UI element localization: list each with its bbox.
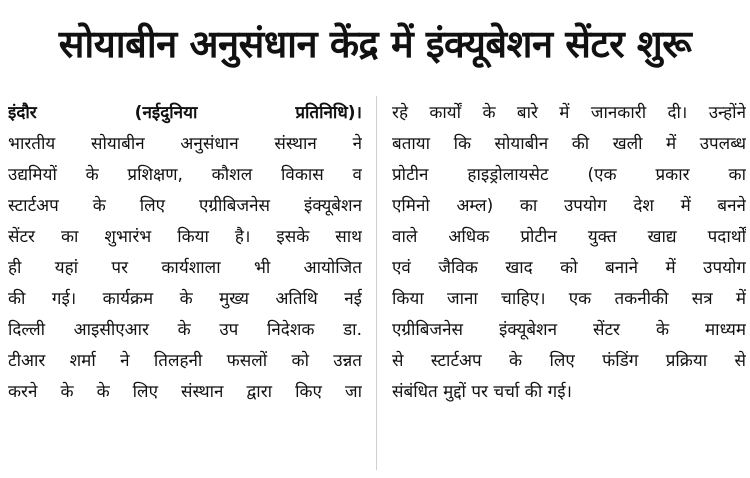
article-column-right xyxy=(392,98,746,470)
body-line: दिल्ली आइसीएआर के उप निदेशक डा. xyxy=(8,320,362,340)
body-line: संबंधित मुद्दों पर चर्चा की गई। xyxy=(392,382,572,402)
body-line: वाले अधिक प्रोटीन युक्त खाद्य पदार्थों xyxy=(392,227,746,247)
body-line: से स्टार्टअप के लिए फंडिंग प्रक्रिया से xyxy=(392,351,746,371)
body-line: ही यहां पर कार्यशाला भी आयोजित xyxy=(8,258,362,278)
body-line: उद्यमियों के प्रशिक्षण, कौशल विकास व xyxy=(8,165,362,185)
article-column-left xyxy=(8,98,362,470)
body-line: किया जाना चाहिए। एक तकनीकी सत्र में xyxy=(392,289,746,309)
body-line: बताया कि सोयाबीन की खली में उपलब्ध xyxy=(392,134,746,154)
headline: सोयाबीन अनुसंधान केंद्र में इंक्यूबेशन सेंटर शुरू xyxy=(58,22,692,66)
body-line: एमिनो अम्ल) का उपयोग देश में बनने xyxy=(392,196,746,216)
body-line: की गई। कार्यक्रम के मुख्य अतिथि नई xyxy=(8,289,362,309)
body-line: टीआर शर्मा ने तिलहनी फसलों को उन्नत xyxy=(8,351,362,371)
dateline: इंदौर (नईदुनिया प्रतिनिधि)। xyxy=(8,103,362,123)
body-line: एग्रीबिजनेस इंक्यूबेशन सेंटर के माध्यम xyxy=(392,320,746,340)
body-line: रहे कार्यों के बारे में जानकारी दी। उन्होंने xyxy=(392,103,746,123)
column-divider xyxy=(376,96,377,470)
body-line: सेंटर का शुभारंभ किया है। इसके साथ xyxy=(8,227,362,247)
body-line: स्टार्टअप के लिए एग्रीबिजनेस इंक्यूबेशन xyxy=(8,196,362,216)
body-line: एवं जैविक खाद को बनाने में उपयोग xyxy=(392,258,746,278)
body-line: करने के के लिए संस्थान द्वारा किए जा xyxy=(8,382,362,402)
body-line: प्रोटीन हाइड्रोलायसेट (एक प्रकार का xyxy=(392,165,746,185)
body-line: भारतीय सोयाबीन अनुसंधान संस्थान ने xyxy=(8,134,362,154)
